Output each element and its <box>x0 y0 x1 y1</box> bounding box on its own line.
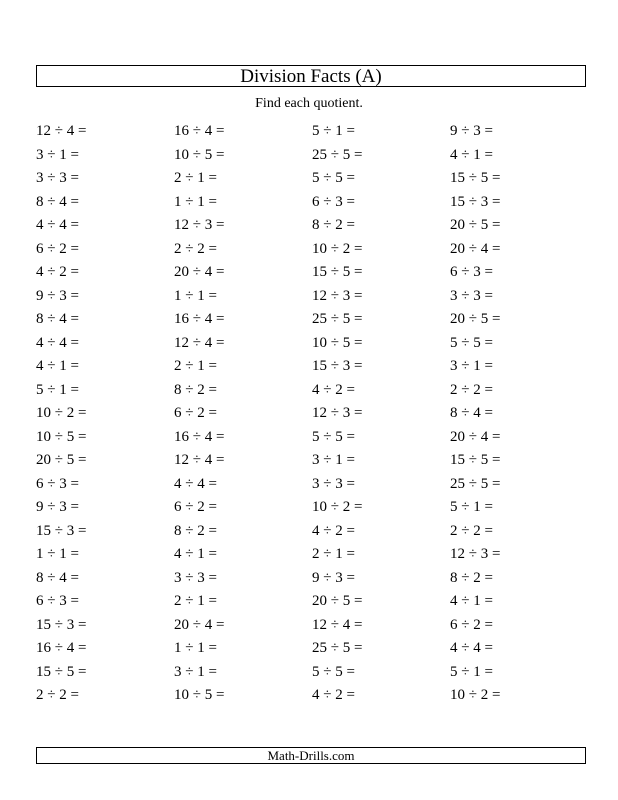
problem: 16 ÷ 4 = <box>174 123 225 140</box>
problem-row <box>36 355 586 379</box>
problem: 20 ÷ 4 = <box>174 264 225 281</box>
problem: 9 ÷ 3 = <box>36 499 79 516</box>
footer-site-name: Math-Drills.com <box>36 747 586 764</box>
problem: 5 ÷ 5 = <box>312 170 355 187</box>
problem: 15 ÷ 3 = <box>450 193 501 210</box>
problem-row <box>36 308 586 332</box>
problem: 3 ÷ 3 = <box>450 287 493 304</box>
problem: 9 ÷ 3 = <box>312 569 355 586</box>
problem: 25 ÷ 5 = <box>450 475 501 492</box>
problem-row <box>36 543 586 567</box>
problem: 9 ÷ 3 = <box>450 123 493 140</box>
problem: 9 ÷ 3 = <box>36 287 79 304</box>
problem: 12 ÷ 3 = <box>312 287 363 304</box>
problem-row <box>36 402 586 426</box>
problem: 15 ÷ 3 = <box>312 358 363 375</box>
problem: 12 ÷ 3 = <box>450 546 501 563</box>
problem-row <box>36 661 586 685</box>
problem: 16 ÷ 4 = <box>174 311 225 328</box>
problem: 15 ÷ 3 = <box>36 616 87 633</box>
problem: 2 ÷ 1 = <box>312 546 355 563</box>
problem: 3 ÷ 3 = <box>174 569 217 586</box>
problem: 20 ÷ 5 = <box>450 217 501 234</box>
problem: 6 ÷ 2 = <box>174 405 217 422</box>
problem: 1 ÷ 1 = <box>36 546 79 563</box>
problem: 10 ÷ 5 = <box>36 428 87 445</box>
problem: 15 ÷ 3 = <box>36 522 87 539</box>
problem: 4 ÷ 2 = <box>36 264 79 281</box>
problem: 10 ÷ 5 = <box>174 687 225 704</box>
problem: 15 ÷ 5 = <box>450 452 501 469</box>
problem: 2 ÷ 2 = <box>174 240 217 257</box>
problem: 10 ÷ 5 = <box>174 146 225 163</box>
problem-row <box>36 473 586 497</box>
problem: 2 ÷ 1 = <box>174 170 217 187</box>
problem: 25 ÷ 5 = <box>312 311 363 328</box>
problem: 8 ÷ 4 = <box>36 193 79 210</box>
problem: 4 ÷ 4 = <box>450 640 493 657</box>
problem-row <box>36 426 586 450</box>
problem: 4 ÷ 4 = <box>36 334 79 351</box>
problem: 12 ÷ 3 = <box>312 405 363 422</box>
instructions: Find each quotient. <box>255 96 363 111</box>
problem: 5 ÷ 1 = <box>312 123 355 140</box>
problem: 6 ÷ 3 = <box>36 475 79 492</box>
problem: 6 ÷ 2 = <box>174 499 217 516</box>
problem: 4 ÷ 1 = <box>450 593 493 610</box>
problem: 3 ÷ 1 = <box>312 452 355 469</box>
problem-row <box>36 614 586 638</box>
problem-row <box>36 167 586 191</box>
problem: 5 ÷ 5 = <box>312 663 355 680</box>
problem: 16 ÷ 4 = <box>174 428 225 445</box>
problem-row <box>36 238 586 262</box>
problem-row <box>36 379 586 403</box>
problem: 20 ÷ 4 = <box>450 240 501 257</box>
problem: 1 ÷ 1 = <box>174 287 217 304</box>
problem: 20 ÷ 5 = <box>36 452 87 469</box>
worksheet-title: Division Facts (A) <box>36 65 586 87</box>
problem: 25 ÷ 5 = <box>312 640 363 657</box>
problem-row <box>36 520 586 544</box>
problem: 12 ÷ 3 = <box>174 217 225 234</box>
problem: 2 ÷ 2 = <box>450 381 493 398</box>
problem: 10 ÷ 5 = <box>312 334 363 351</box>
problem: 15 ÷ 5 = <box>36 663 87 680</box>
problem-row <box>36 637 586 661</box>
problem-row <box>36 332 586 356</box>
problem: 8 ÷ 4 = <box>36 311 79 328</box>
problem: 5 ÷ 1 = <box>450 499 493 516</box>
problem: 2 ÷ 1 = <box>174 358 217 375</box>
problem-row <box>36 590 586 614</box>
problem-row <box>36 191 586 215</box>
problem-row <box>36 261 586 285</box>
problem: 8 ÷ 2 = <box>174 381 217 398</box>
problem: 20 ÷ 5 = <box>312 593 363 610</box>
problem: 2 ÷ 2 = <box>36 687 79 704</box>
problem: 12 ÷ 4 = <box>174 452 225 469</box>
problem: 12 ÷ 4 = <box>36 123 87 140</box>
problem: 2 ÷ 1 = <box>174 593 217 610</box>
problem: 12 ÷ 4 = <box>312 616 363 633</box>
problem-row <box>36 684 586 708</box>
problem: 16 ÷ 4 = <box>36 640 87 657</box>
problem: 5 ÷ 5 = <box>450 334 493 351</box>
problem-row <box>36 285 586 309</box>
problem: 12 ÷ 4 = <box>174 334 225 351</box>
problem: 8 ÷ 4 = <box>36 569 79 586</box>
problem: 10 ÷ 2 = <box>312 240 363 257</box>
problem: 3 ÷ 3 = <box>36 170 79 187</box>
problem: 20 ÷ 4 = <box>450 428 501 445</box>
problem-row <box>36 496 586 520</box>
problem: 15 ÷ 5 = <box>450 170 501 187</box>
problem: 3 ÷ 1 = <box>36 146 79 163</box>
problem: 8 ÷ 2 = <box>174 522 217 539</box>
problem: 6 ÷ 3 = <box>36 593 79 610</box>
problem: 8 ÷ 2 = <box>450 569 493 586</box>
problem: 10 ÷ 2 = <box>36 405 87 422</box>
problem: 3 ÷ 1 = <box>450 358 493 375</box>
problem-row <box>36 214 586 238</box>
problem: 4 ÷ 2 = <box>312 381 355 398</box>
problem: 6 ÷ 2 = <box>450 616 493 633</box>
problem: 10 ÷ 2 = <box>450 687 501 704</box>
problem-grid <box>36 120 586 708</box>
problem: 4 ÷ 1 = <box>36 358 79 375</box>
problem: 20 ÷ 5 = <box>450 311 501 328</box>
problem: 4 ÷ 2 = <box>312 687 355 704</box>
problem-row <box>36 144 586 168</box>
problem: 5 ÷ 5 = <box>312 428 355 445</box>
problem: 3 ÷ 1 = <box>174 663 217 680</box>
problem-row <box>36 449 586 473</box>
problem: 6 ÷ 3 = <box>450 264 493 281</box>
problem: 4 ÷ 4 = <box>174 475 217 492</box>
problem: 10 ÷ 2 = <box>312 499 363 516</box>
problem: 6 ÷ 3 = <box>312 193 355 210</box>
problem: 4 ÷ 1 = <box>450 146 493 163</box>
problem: 20 ÷ 4 = <box>174 616 225 633</box>
problem: 3 ÷ 3 = <box>312 475 355 492</box>
problem: 5 ÷ 1 = <box>450 663 493 680</box>
problem: 4 ÷ 1 = <box>174 546 217 563</box>
problem: 5 ÷ 1 = <box>36 381 79 398</box>
problem: 8 ÷ 4 = <box>450 405 493 422</box>
problem: 6 ÷ 2 = <box>36 240 79 257</box>
problem: 4 ÷ 2 = <box>312 522 355 539</box>
problem: 15 ÷ 5 = <box>312 264 363 281</box>
problem: 25 ÷ 5 = <box>312 146 363 163</box>
problem: 2 ÷ 2 = <box>450 522 493 539</box>
problem: 1 ÷ 1 = <box>174 193 217 210</box>
problem-row <box>36 567 586 591</box>
problem-row <box>36 120 586 144</box>
problem: 8 ÷ 2 = <box>312 217 355 234</box>
problem: 4 ÷ 4 = <box>36 217 79 234</box>
problem: 1 ÷ 1 = <box>174 640 217 657</box>
